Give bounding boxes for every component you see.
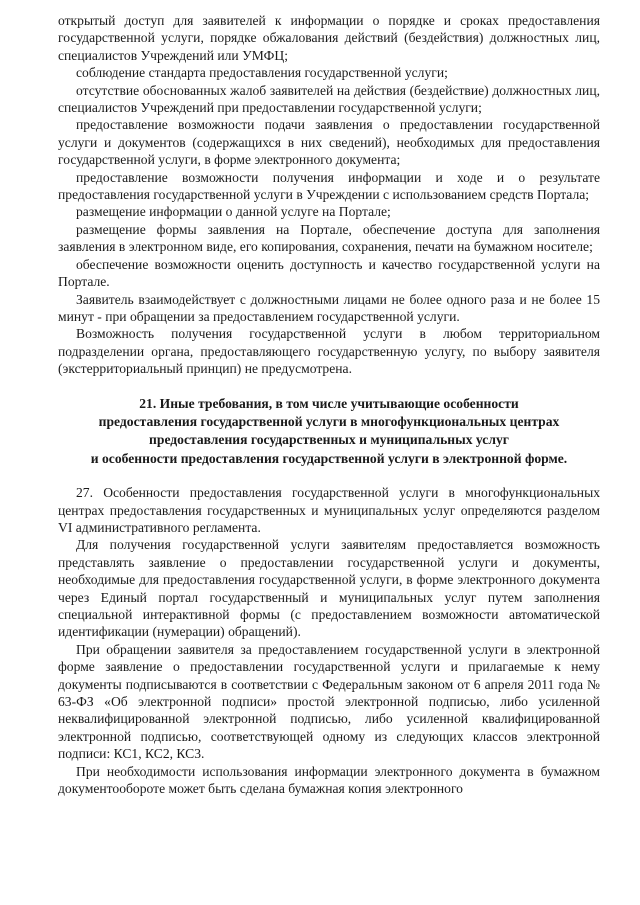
heading-line: предоставления государственной услуги в многофункциональных центрах — [98, 413, 560, 429]
paragraph: открытый доступ для заявителей к информации о порядке и сроках предоставления государственной услуги, порядке обжалования действий (бездействия) должностных лиц, специалистов Учреждений или УМФЦ; — [58, 13, 600, 63]
paragraph: предоставление возможности подачи заявления о предоставлении государственной услуги и документов (содержащихся в них сведений), необходимых для предоставления государственной услуги, в форме электронного документа; — [58, 117, 600, 168]
section-heading — [58, 395, 600, 469]
heading-line: предоставления государственных и муниципальных услуг — [149, 432, 509, 448]
paragraph: Заявитель взаимодействует с должностными лицами не более одного раза и не более 15 минут - при обращении за предоставлением государственной услуги. — [58, 291, 600, 324]
paragraph: При обращении заявителя за предоставлением государственной услуги в электронной форме заявление о предоставлении государственной услуги и прилагаемые к нему документы подписываются в соответствии с Федеральным законом от 6 апреля 2011 года № 63-ФЗ «Об электронной подписи» простой электронной подписью, либо усиленной неквалифицированной электронной подписью, либо усиленной квалифицированной электронной подписью, соответствующей одному из следующих классов электронной подписи: КС1, КС2, КС3. — [58, 641, 600, 762]
heading-line: и особенности предоставления государственной услуги в электронной форме. — [90, 450, 568, 466]
paragraph: Для получения государственной услуги заявителям предоставляется возможность представлять заявление о предоставлении государственной услуги и документы, необходимые для предоставления государственной услуги, в форме электронного документа через Единый портал государственный и муниципальных услуг путем заполнения специальной интерактивной формы (с предоставлением возможности автоматической идентификации (нумерации) обращений). — [58, 537, 600, 640]
paragraph: отсутствие обоснованных жалоб заявителей на действия (бездействие) должностных лиц, специалистов Учреждений при предоставлении государственной услуги; — [58, 82, 600, 116]
heading-line: 21. Иные требования, в том числе учитывающие особенности — [139, 395, 519, 411]
paragraph: 27. Особенности предоставления государственной услуги в многофункциональных центрах предоставления государственных и муниципальных услуг определяются разделом VI административного регламента. — [58, 485, 600, 535]
paragraph: Возможность получения государственной услуги в любом территориальном подразделении органа, предоставляющего государственную услугу, по выбору заявителя (экстерриториальный принцип) не предусмотрена. — [58, 326, 600, 377]
paragraph: размещение информации о данной услуге на Портале; — [76, 204, 391, 220]
paragraph: При необходимости использования информации электронного документа в бумажном документообороте может быть сделана бумажная копия электронного — [58, 763, 600, 797]
paragraph: соблюдение стандарта предоставления государственной услуги; — [76, 65, 448, 81]
paragraph: предоставление возможности получения информации и ходе и о результате предоставления государственной услуги в Учреждении с использованием средств Портала; — [58, 169, 600, 203]
paragraph: обеспечение возможности оценить доступность и качество государственной услуги на Портале. — [58, 256, 600, 290]
paragraph: размещение формы заявления на Портале, обеспечение доступа для заполнения заявления в электронном виде, его копирования, сохранения, печати на бумажном носителе; — [58, 221, 600, 255]
